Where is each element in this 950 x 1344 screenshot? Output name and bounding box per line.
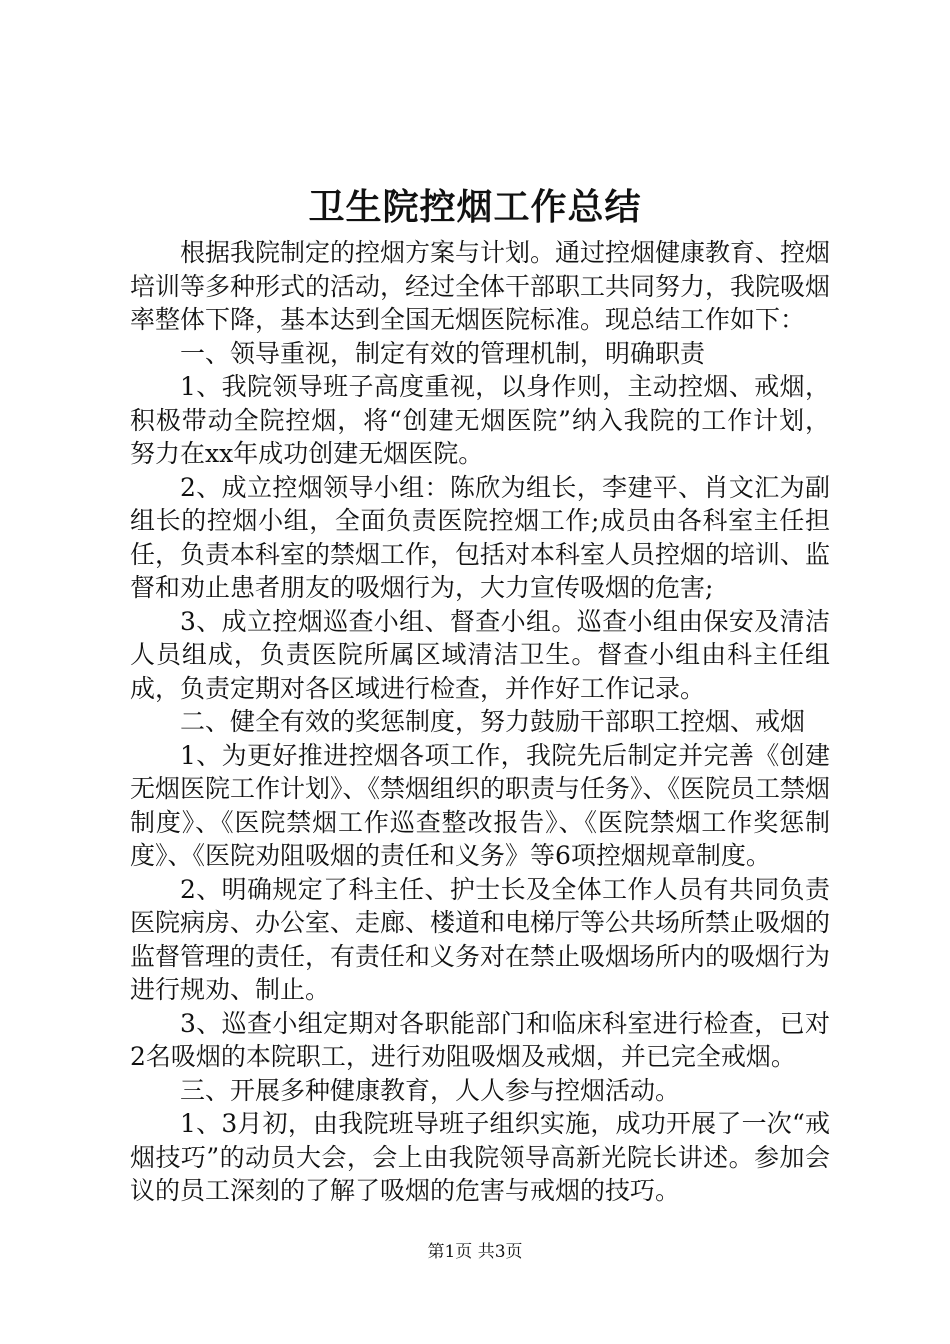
page-number-footer: 第1页 共3页 [427,1242,523,1262]
document-body [130,236,830,1208]
body-paragraph: 1、为更好推进控烟各项工作，我院先后制定并完善《创建无烟医院工作计划》、《禁烟组织的职责与任务》、《医院员工禁烟制度》、《医院禁烟工作巡查整改报告》、《医院禁烟工作奖惩制度》、《医院劝阻吸烟的责任和义务》等6项控烟规章制度。 [130,740,831,870]
body-paragraph: 3、成立控烟巡查小组、督查小组。巡查小组由保安及清洁人员组成，负责医院所属区域清洁卫生。督查小组由科主任组成，负责定期对各区域进行检查，并作好工作记录。 [130,606,830,703]
body-paragraph: 1、我院领导班子高度重视，以身作则，主动控烟、戒烟，积极带动全院控烟，将“创建无烟医院”纳入我院的工作计划，努力在xx年成功创建无烟医院。 [130,372,830,468]
body-paragraph: 2、成立控烟领导小组：陈欣为组长，李建平、肖文汇为副组长的控烟小组，全面负责医院控烟工作;成员由各科室主任担任，负责本科室的禁烟工作，包括对本科室人员控烟的培训、监督和劝止患者朋友的吸烟行为，大力宣传吸烟的危害; [130,472,831,602]
section-heading-1: 一、领导重视，制定有效的管理机制，明确职责 [180,338,706,368]
body-paragraph: 1、3月初，由我院班导班子组织实施，成功开展了一次“戒烟技巧”的动员大会，会上由我院领导高新光院长讲述。参加会议的员工深刻的了解了吸烟的危害与戒烟的技巧。 [130,1109,830,1205]
intro-paragraph: 根据我院制定的控烟方案与计划。通过控烟健康教育、控烟培训等多种形式的活动，经过全体干部职工共同努力，我院吸烟率整体下降，基本达到全国无烟医院标准。现总结工作如下： [130,238,831,334]
section-heading-3: 三、开展多种健康教育，人人参与控烟活动。 [180,1075,681,1105]
body-paragraph: 2、明确规定了科主任、护士长及全体工作人员有共同负责医院病房、办公室、走廊、楼道和电梯厅等公共场所禁止吸烟的监督管理的责任，有责任和义务对在禁止吸烟场所内的吸烟行为进行规劝、制止。 [130,874,831,1004]
section-heading-2: 二、健全有效的奖惩制度，努力鼓励干部职工控烟、戒烟 [180,707,806,736]
document-title: 卫生院控烟工作总结 [308,186,642,228]
body-paragraph: 3、巡查小组定期对各职能部门和临床科室进行检查，已对2名吸烟的本院职工，进行劝阻吸烟及戒烟，并已完全戒烟。 [130,1008,830,1071]
